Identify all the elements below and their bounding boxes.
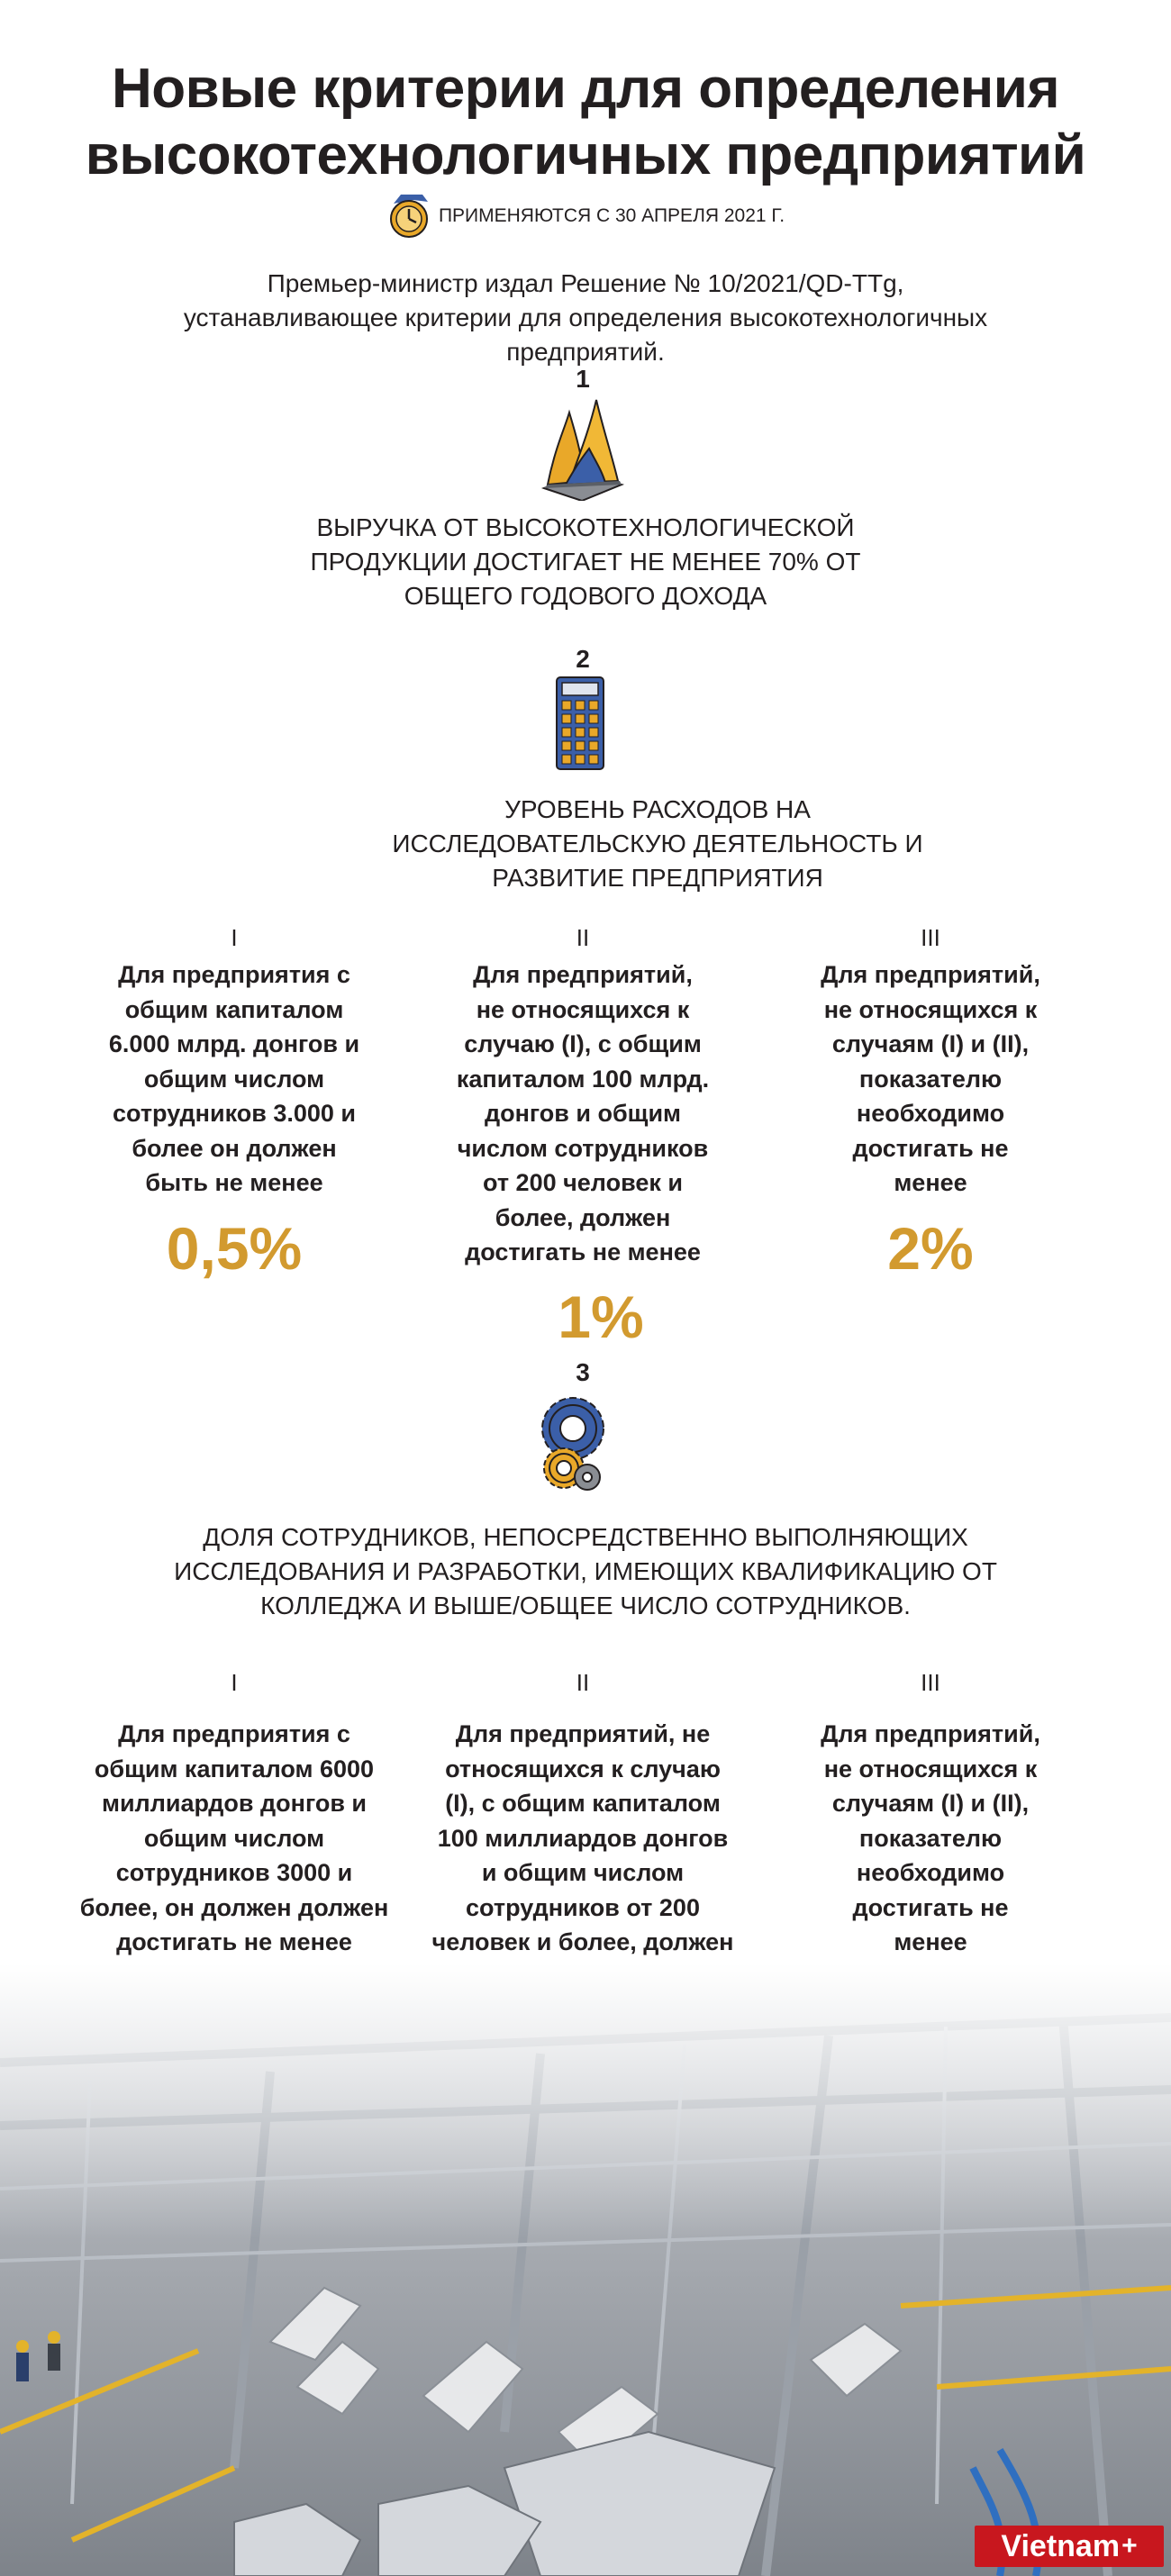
intro-line-3: предприятий. (506, 338, 665, 366)
case-line: миллиардов донгов и (101, 1790, 368, 1817)
intro-line-2: устанавливающее критерии для определения высокотехнологичных (183, 304, 988, 331)
case-line: (I), с общим капиталом (445, 1790, 721, 1817)
case-line: сотрудников 3.000 и (113, 1100, 356, 1127)
title-line-2: высокотехнологичных предприятий (85, 124, 1086, 186)
criterion-2-line-3: РАЗВИТИЕ ПРЕДПРИЯТИЯ (492, 864, 823, 892)
case-3-1-roman: I (231, 1669, 238, 1696)
case-3-3-text (786, 1717, 1075, 1960)
criterion-3-line-3: КОЛЛЕДЖА И ВЫШЕ/ОБЩЕЕ ЧИСЛО СОТРУДНИКОВ. (260, 1592, 911, 1619)
case-line: общим капиталом 6000 (94, 1755, 375, 1782)
criterion-3-number: 3 (576, 1358, 590, 1386)
case-line: не относящихся к (476, 995, 690, 1023)
case-line: достигать не (852, 1134, 1009, 1162)
case-2-1-value: 0,5% (166, 1215, 303, 1282)
case-line: случаям (I) и (II), (831, 1030, 1030, 1057)
case-line: достигать не менее (465, 1238, 701, 1265)
intro-line-1: Премьер-министр издал Решение № 10/2021/QD-TTg, (267, 269, 904, 297)
case-line: необходимо (856, 1100, 1005, 1127)
criterion-1-number: 1 (576, 365, 590, 393)
case-line: Для предприятий, (473, 961, 693, 988)
case-line: Для предприятий, не (455, 1720, 711, 1747)
criterion-1-text (270, 511, 901, 613)
logo-plus: + (1121, 2531, 1138, 2561)
case-line: 6.000 млрд. донгов и (108, 1030, 360, 1057)
case-line: достигать не (852, 1893, 1009, 1921)
case-line: капиталом 100 млрд. (456, 1065, 710, 1093)
criterion-1-line-3: ОБЩЕГО ГОДОВОГО ДОХОДА (404, 582, 767, 610)
case-2-3-value: 2% (887, 1215, 974, 1282)
case-line: от 200 человек и (483, 1169, 683, 1196)
vietnamplus-logo[interactable] (975, 2526, 1164, 2567)
case-line: относящихся к случаю (445, 1755, 721, 1782)
case-line: общим капиталом (124, 995, 344, 1023)
case-line: сотрудников 3000 и (115, 1859, 353, 1886)
intro-text (135, 267, 1036, 369)
case-line: сотрудников от 200 (466, 1893, 700, 1921)
case-line: Для предприятия с (118, 961, 350, 988)
case-2-3-roman: III (921, 924, 940, 951)
criterion-1-line-2: ПРОДУКЦИИ ДОСТИГАЕТ НЕ МЕНЕЕ 70% ОТ (310, 548, 861, 576)
case-2-2-value: 1% (558, 1283, 644, 1350)
case-line: не относящихся к (823, 1755, 1038, 1782)
criterion-3-line-2: ИССЛЕДОВАНИЯ И РАЗРАБОТКИ, ИМЕЮЩИХ КВАЛИФИКАЦИЮ ОТ (174, 1557, 997, 1585)
car-factory-robots-photo (0, 1964, 1171, 2576)
case-line: человек и более, должен (431, 1928, 734, 1955)
page-title (0, 56, 1171, 189)
case-line: более он должен (132, 1134, 337, 1162)
criterion-1-line-1: ВЫРУЧКА ОТ ВЫСОКОТЕХНОЛОГИЧЕСКОЙ (316, 513, 855, 541)
case-3-1-text (50, 1717, 419, 1960)
criterion-2-text (342, 793, 973, 895)
case-line: общим числом (143, 1824, 325, 1852)
case-3-2-roman: II (576, 1669, 590, 1696)
case-line: необходимо (856, 1859, 1005, 1886)
effective-date-row (0, 191, 1171, 241)
criterion-2-number: 2 (576, 645, 590, 673)
case-3-2-text (403, 1717, 763, 1994)
case-line: донгов и общим (484, 1100, 682, 1127)
case-2-2-text (430, 957, 736, 1270)
criterion-3-text (126, 1520, 1045, 1623)
case-line: и общим числом (481, 1859, 685, 1886)
case-line: общим числом (143, 1065, 325, 1093)
case-line: менее (894, 1928, 967, 1955)
case-line: быть не менее (145, 1169, 323, 1196)
title-line-1: Новые критерии для определения (111, 58, 1060, 120)
case-line: более, он должен должен (79, 1893, 389, 1921)
case-line: Для предприятий, (821, 1720, 1040, 1747)
case-line: показателю (858, 1824, 1003, 1852)
chart-peaks-icon (539, 395, 625, 501)
case-line: случаям (I) и (II), (831, 1790, 1030, 1817)
case-line: Для предприятия с (118, 1720, 350, 1747)
case-2-1-roman: I (231, 924, 238, 951)
criterion-2-line-2: ИССЛЕДОВАТЕЛЬСКУЮ ДЕЯТЕЛЬНОСТЬ И (392, 830, 923, 857)
case-line: достигать не менее (116, 1928, 352, 1955)
case-line: 100 миллиардов донгов (437, 1824, 729, 1852)
case-line: Для предприятий, (821, 961, 1040, 988)
effective-date: ПРИМЕНЯЮТСЯ С 30 АПРЕЛЯ 2021 Г. (438, 205, 785, 226)
calculator-icon (551, 676, 607, 773)
case-2-3-text (786, 957, 1075, 1201)
case-line: менее (894, 1169, 967, 1196)
case-3-3-roman: III (921, 1669, 940, 1696)
criterion-2-line-1: УРОВЕНЬ РАСХОДОВ НА (504, 795, 811, 823)
case-line: не относящихся к (823, 995, 1038, 1023)
logo-text: Vietnam (1001, 2528, 1121, 2563)
case-2-1-text (72, 957, 396, 1201)
clock-icon (386, 191, 431, 241)
case-line: показателю (858, 1065, 1003, 1093)
gears-icon (533, 1391, 611, 1499)
case-line: числом сотрудников (457, 1134, 709, 1162)
case-2-2-roman: II (576, 924, 590, 951)
case-line: более, должен (495, 1203, 671, 1231)
case-line: случаю (I), с общим (464, 1030, 702, 1057)
criterion-3-line-1: ДОЛЯ СОТРУДНИКОВ, НЕПОСРЕДСТВЕННО ВЫПОЛНЯЮЩИХ (203, 1523, 968, 1551)
